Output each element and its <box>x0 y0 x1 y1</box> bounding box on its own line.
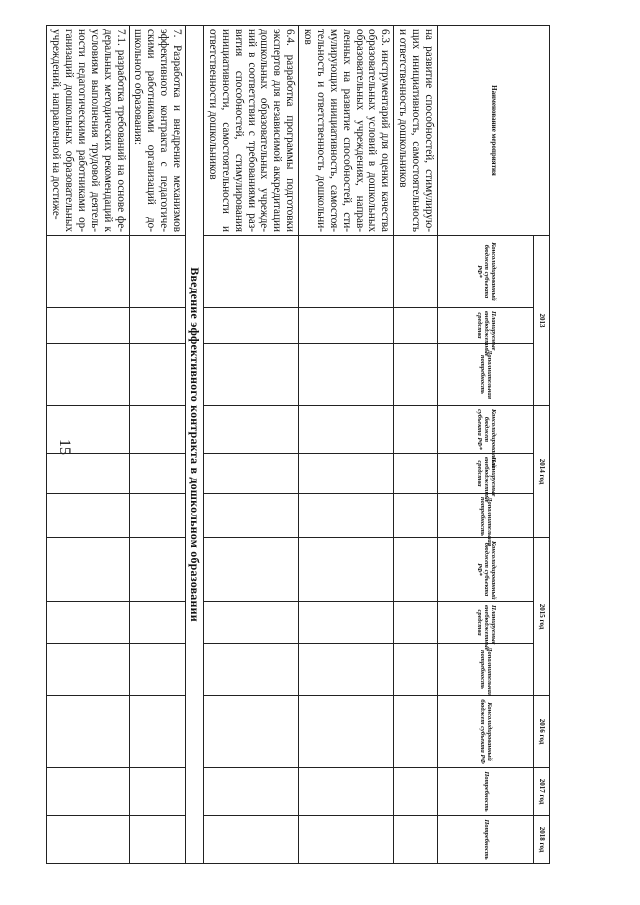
empty-value-cell <box>47 696 129 768</box>
empty-value-cell <box>299 644 394 696</box>
table-row <box>394 26 438 864</box>
empty-value-cell <box>47 602 129 644</box>
empty-value-cell <box>394 816 438 864</box>
sub-additional-2013: Дополнительная потребность <box>438 344 534 406</box>
section-title: Введение эффективного контракта в дошкольном образовании <box>186 26 204 864</box>
empty-value-cell <box>394 494 438 538</box>
row-name-cell: 6.4. разработка программы подготовки экспертов для независимой аккредитации дошкольных образовательных учрежде-ний в соответствии с требованиями раз-вития способностей, стимулирования инициативности, самостоятельности и ответственности дошкольников <box>204 26 299 236</box>
empty-value-cell <box>129 406 186 454</box>
budget-table <box>46 25 550 864</box>
empty-value-cell <box>47 236 129 308</box>
sub-budget-2014: Консолидированный бюджет субъекта РФ* <box>438 406 534 454</box>
empty-value-cell <box>204 308 299 344</box>
empty-value-cell <box>47 308 129 344</box>
empty-value-cell <box>47 816 129 864</box>
empty-value-cell <box>394 344 438 406</box>
empty-value-cell <box>204 406 299 454</box>
empty-value-cell <box>129 454 186 494</box>
header-year-2015: 2015 год <box>534 538 550 696</box>
empty-value-cell <box>299 236 394 308</box>
sub-budget-2015: Консолидированный бюджет субъекта РФ* <box>438 538 534 602</box>
empty-value-cell <box>204 768 299 816</box>
empty-value-cell <box>129 538 186 602</box>
empty-value-cell <box>299 308 394 344</box>
empty-value-cell <box>204 344 299 406</box>
empty-value-cell <box>129 344 186 406</box>
empty-value-cell <box>394 454 438 494</box>
table-row <box>47 26 129 864</box>
sub-need-2017: Потребность <box>438 768 534 816</box>
empty-value-cell <box>299 406 394 454</box>
empty-value-cell <box>394 602 438 644</box>
empty-value-cell <box>299 696 394 768</box>
empty-value-cell <box>394 644 438 696</box>
row-name-cell: 7.1. разработка требований на основе фе-деральных методических рекомендаций к условиям выполнения трудовой деятель-ности педагогическими работниками ор-ганизаций дошкольных образовательных учреждений, направленной на достиже- <box>47 26 129 236</box>
row-name-cell: на развитие способностей, стимулирую-щих инициативность, самостоятельность и ответственность дошкольников <box>394 26 438 236</box>
empty-value-cell <box>47 454 129 494</box>
empty-value-cell <box>129 696 186 768</box>
sub-planned-2015: Планируемые внебюджетные средства <box>438 602 534 644</box>
empty-value-cell <box>394 406 438 454</box>
empty-value-cell <box>129 768 186 816</box>
header-year-2018: 2018 год <box>534 816 550 864</box>
page-number: 15 <box>56 439 73 455</box>
sub-additional-2015: Дополнительная потребность <box>438 644 534 696</box>
empty-value-cell <box>129 236 186 308</box>
empty-value-cell <box>129 644 186 696</box>
empty-value-cell <box>204 816 299 864</box>
header-year-2017: 2017 год <box>534 768 550 816</box>
rotated-table-sheet <box>50 25 550 860</box>
empty-value-cell <box>129 494 186 538</box>
table-row <box>204 26 299 864</box>
empty-value-cell <box>47 644 129 696</box>
header-name-col: Наименование мероприятия <box>438 26 550 236</box>
header-year-2013: 2013 <box>534 236 550 406</box>
empty-value-cell <box>47 406 129 454</box>
empty-value-cell <box>204 494 299 538</box>
sub-need-2018: Потребность <box>438 816 534 864</box>
empty-value-cell <box>299 602 394 644</box>
sub-additional-2014: Дополнительная потребность <box>438 494 534 538</box>
empty-value-cell <box>299 538 394 602</box>
empty-value-cell <box>394 696 438 768</box>
empty-value-cell <box>299 344 394 406</box>
empty-value-cell <box>204 602 299 644</box>
empty-value-cell <box>299 768 394 816</box>
empty-value-cell <box>394 236 438 308</box>
sub-budget-2016: Консолидированный бюджет субъекта РФ <box>438 696 534 768</box>
empty-value-cell <box>394 308 438 344</box>
header-year-2014: 2014 год <box>534 406 550 538</box>
empty-value-cell <box>47 344 129 406</box>
empty-value-cell <box>47 768 129 816</box>
empty-value-cell <box>299 494 394 538</box>
row-name-cell: 6.3. инструментарий для оценки качества образовательных условий в дошкольных образовательных учреждениях, направ-ленных на развитие способностей, сти-мулирующих инициативность, самостоя-тельность и ответственность дошкольни-ков <box>299 26 394 236</box>
empty-value-cell <box>129 308 186 344</box>
empty-value-cell <box>204 644 299 696</box>
empty-value-cell <box>47 538 129 602</box>
empty-value-cell <box>204 454 299 494</box>
header-year-2016: 2016 год <box>534 696 550 768</box>
row-name-cell: 7. Разработка и внедрение механизмов эффективного контракта с педагогиче-скими работниками организаций до-школьного образования: <box>129 26 186 236</box>
empty-value-cell <box>47 494 129 538</box>
empty-value-cell <box>129 816 186 864</box>
empty-value-cell <box>394 538 438 602</box>
table-row <box>129 26 186 864</box>
empty-value-cell <box>299 454 394 494</box>
empty-value-cell <box>129 602 186 644</box>
sub-budget-2013: Консолидированный бюджет субъекта РФ* <box>438 236 534 308</box>
empty-value-cell <box>299 816 394 864</box>
empty-value-cell <box>204 236 299 308</box>
empty-value-cell <box>204 538 299 602</box>
table-row <box>299 26 394 864</box>
empty-value-cell <box>204 696 299 768</box>
sub-planned-2013: Планируемые внебюджетные средства <box>438 308 534 344</box>
sub-planned-2014: Планируемые внебюджетные средства <box>438 454 534 494</box>
empty-value-cell <box>394 768 438 816</box>
section-row <box>186 26 204 864</box>
